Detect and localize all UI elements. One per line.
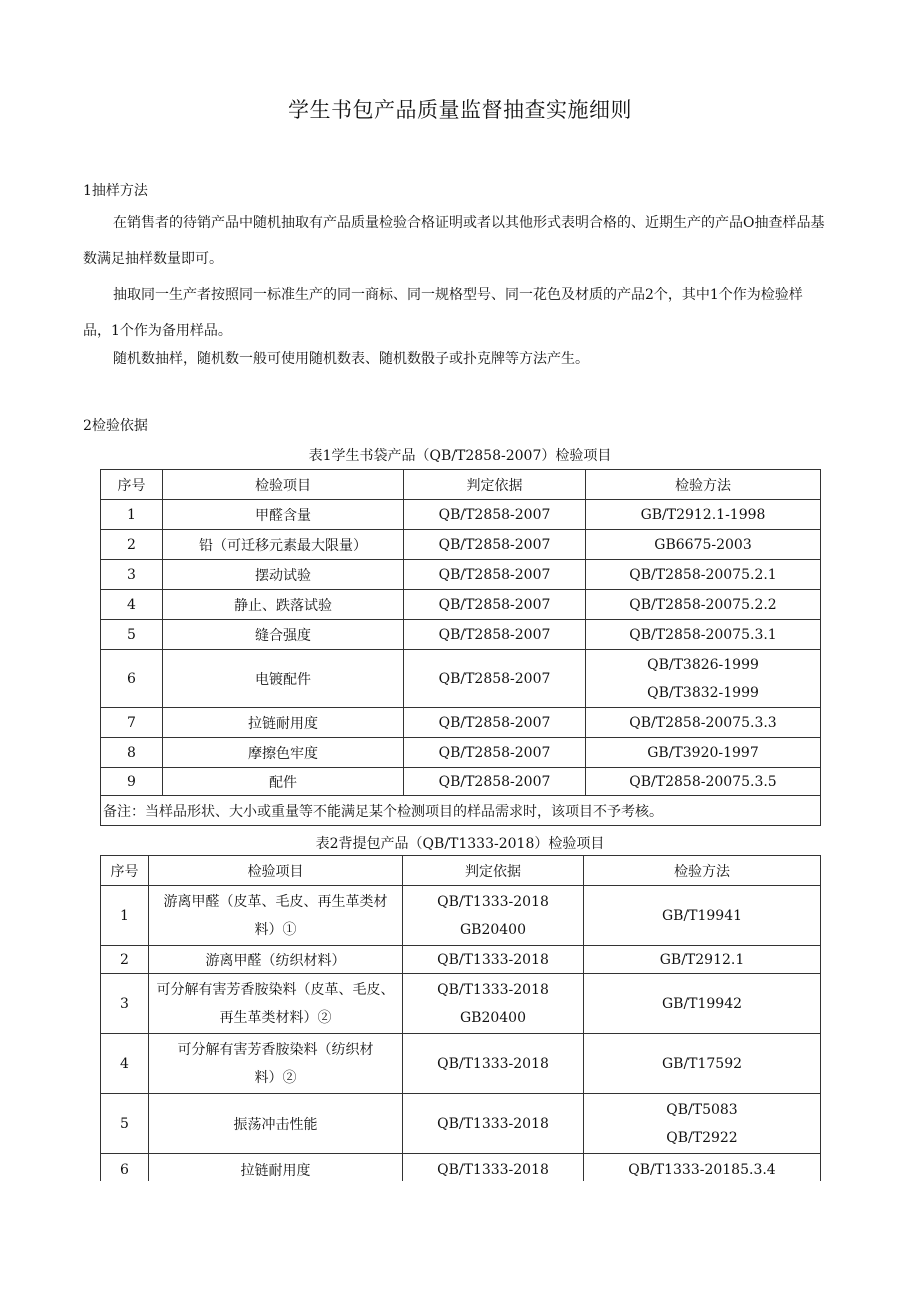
table-row — [101, 620, 821, 650]
table-row — [101, 650, 821, 708]
cell-item: 拉链耐用度 — [149, 1154, 403, 1182]
cell-basis-line: GB20400 — [459, 921, 526, 938]
table-row — [101, 738, 821, 768]
paragraph-sampling-2: 抽取同一生产者按照同一标准生产的同一商标、同一规格型号、同一花色及材质的产品2个，其中1个作为检验样品，1个作为备用样品。 — [83, 287, 803, 339]
section-heading-basis: 2检验依据 — [83, 418, 148, 434]
column-header-method: 检验方法 — [586, 470, 821, 500]
cell-method: QB/T2858-20075.3.5 — [586, 768, 821, 796]
table-row — [101, 1154, 821, 1182]
table2-caption: 表2背提包产品（QB/T1333-2018）检验项目 — [315, 836, 605, 852]
cell-method-line: QB/T2922 — [666, 1129, 738, 1146]
cell-method: QB/T2858-20075.3.1 — [586, 620, 821, 650]
cell-item: 摆动试验 — [163, 560, 404, 590]
cell-basis: QB/T2858-2007 — [404, 768, 586, 796]
document-title: 学生书包产品质量监督抽查实施细则 — [288, 98, 632, 122]
column-header-no: 序号 — [101, 856, 149, 886]
cell-basis: QB/T2858-2007 — [404, 560, 586, 590]
cell-no: 4 — [101, 1034, 149, 1094]
cell-method: QB/T2858-20075.3.3 — [586, 708, 821, 738]
cell-basis: QB/T2858-2007 — [404, 708, 586, 738]
table-row — [101, 974, 821, 1034]
table-row — [101, 768, 821, 796]
cell-basis: QB/T2858-2007 — [404, 590, 586, 620]
cell-method: QB/T2858-20075.2.2 — [586, 590, 821, 620]
table2 — [100, 855, 821, 1181]
column-header-basis: 判定依据 — [404, 470, 586, 500]
cell-basis: QB/T1333-2018 — [403, 1154, 584, 1182]
table-row — [101, 530, 821, 560]
cell-item: 拉链耐用度 — [163, 708, 404, 738]
cell-method: GB/T17592 — [584, 1034, 821, 1094]
table1 — [100, 469, 821, 826]
section-heading-sampling: 1抽样方法 — [83, 183, 148, 199]
cell-item: 振荡冲击性能 — [149, 1094, 403, 1154]
cell-basis-line: GB20400 — [459, 1009, 526, 1026]
cell-item: 甲醛含量 — [163, 500, 404, 530]
cell-item: 游离甲醛（皮革、毛皮、再生革类材料）① — [149, 886, 403, 946]
cell-basis: QB/T2858-2007 — [404, 620, 586, 650]
cell-basis — [403, 886, 584, 946]
column-header-item: 检验项目 — [163, 470, 404, 500]
cell-no: 6 — [101, 650, 163, 708]
cell-method-line: QB/T3832-1999 — [647, 684, 759, 701]
table-header-row — [101, 470, 821, 500]
cell-basis: QB/T2858-2007 — [404, 738, 586, 768]
table1-note: 备注：当样品形状、大小或重量等不能满足某个检测项目的样品需求时，该项目不予考核。 — [101, 796, 821, 826]
cell-no: 5 — [101, 620, 163, 650]
cell-method: GB/T19942 — [584, 974, 821, 1034]
column-header-no: 序号 — [101, 470, 163, 500]
cell-item: 缝合强度 — [163, 620, 404, 650]
cell-item: 摩擦色牢度 — [163, 738, 404, 768]
cell-method: GB6675-2003 — [586, 530, 821, 560]
cell-method: GB/T2912.1 — [584, 946, 821, 974]
cell-method: QB/T2858-20075.2.1 — [586, 560, 821, 590]
cell-no: 2 — [101, 530, 163, 560]
cell-basis: QB/T2858-2007 — [404, 500, 586, 530]
table-row — [101, 1034, 821, 1094]
table-row — [101, 946, 821, 974]
cell-basis: QB/T1333-2018 — [403, 946, 584, 974]
cell-item: 配件 — [163, 768, 404, 796]
table1-caption: 表1学生书袋产品（QB/T2858-2007）检验项目 — [308, 448, 612, 464]
cell-method — [586, 650, 821, 708]
cell-no: 5 — [101, 1094, 149, 1154]
cell-basis: QB/T2858-2007 — [404, 650, 586, 708]
cell-method: GB/T19941 — [584, 886, 821, 946]
cell-method-line: QB/T5083 — [666, 1101, 738, 1118]
cell-item: 可分解有害芳香胺染料（皮革、毛皮、再生革类材料）② — [149, 974, 403, 1034]
cell-item: 可分解有害芳香胺染料（纺织材料）② — [149, 1034, 403, 1094]
cell-no: 3 — [101, 560, 163, 590]
cell-no: 9 — [101, 768, 163, 796]
cell-no: 4 — [101, 590, 163, 620]
table-row — [101, 500, 821, 530]
table-row — [101, 560, 821, 590]
cell-basis: QB/T1333-2018 — [403, 1094, 584, 1154]
cell-item: 游离甲醛（纺织材料） — [149, 946, 403, 974]
cell-no: 8 — [101, 738, 163, 768]
column-header-item: 检验项目 — [149, 856, 403, 886]
cell-basis-line: QB/T1333-2018 — [437, 893, 549, 910]
cell-item: 静止、跌落试验 — [163, 590, 404, 620]
paragraph-sampling-3: 随机数抽样，随机数一般可使用随机数表、随机数骰子或扑克牌等方法产生。 — [113, 351, 589, 367]
cell-method-line: QB/T3826-1999 — [647, 656, 759, 673]
table-row — [101, 708, 821, 738]
cell-basis-line: QB/T1333-2018 — [437, 981, 549, 998]
paragraph-sampling-1: 在销售者的待销产品中随机抽取有产品质量检验合格证明或者以其他形式表明合格的、近期生产的产品O抽查样品基数满足抽样数量即可。 — [83, 215, 825, 267]
cell-no: 7 — [101, 708, 163, 738]
table-row — [101, 1094, 821, 1154]
cell-method: GB/T2912.1-1998 — [586, 500, 821, 530]
cell-basis: QB/T1333-2018 — [403, 1034, 584, 1094]
cell-no: 1 — [101, 886, 149, 946]
table-header-row — [101, 856, 821, 886]
cell-item: 电镀配件 — [163, 650, 404, 708]
cell-no: 3 — [101, 974, 149, 1034]
cell-no: 2 — [101, 946, 149, 974]
table-row — [101, 886, 821, 946]
cell-method — [584, 1094, 821, 1154]
cell-basis: QB/T2858-2007 — [404, 530, 586, 560]
cell-method: GB/T3920-1997 — [586, 738, 821, 768]
cell-no: 1 — [101, 500, 163, 530]
column-header-basis: 判定依据 — [403, 856, 584, 886]
cell-item: 铅（可迁移元素最大限量） — [163, 530, 404, 560]
cell-no: 6 — [101, 1154, 149, 1182]
cell-basis — [403, 974, 584, 1034]
table-row — [101, 590, 821, 620]
column-header-method: 检验方法 — [584, 856, 821, 886]
table2-visible-area — [95, 855, 835, 1181]
cell-method: QB/T1333-20185.3.4 — [584, 1154, 821, 1182]
table-note-row — [101, 796, 821, 826]
